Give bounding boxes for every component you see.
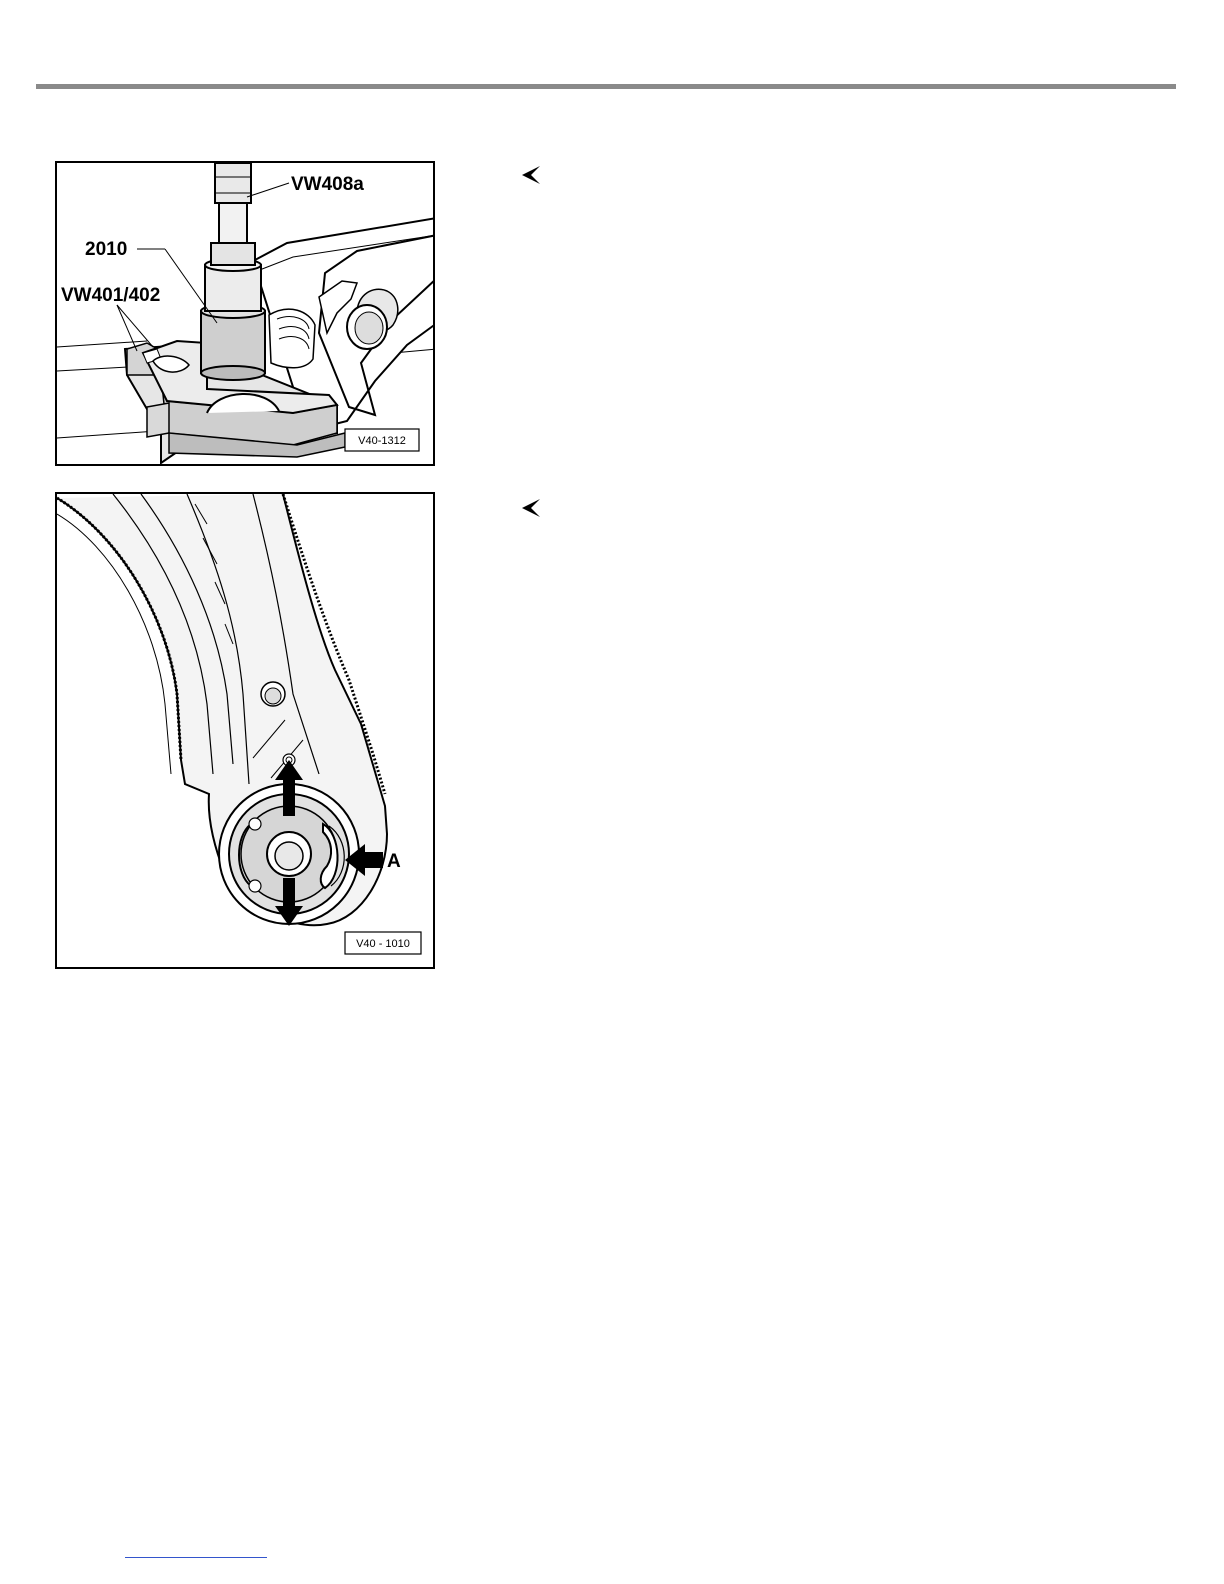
callout-a: A — [387, 851, 401, 872]
figure-bushing-alignment-drawing — [57, 494, 435, 969]
callout-vw408a: VW408a — [291, 174, 364, 195]
callout-vw401-402: VW401/402 — [61, 285, 161, 306]
left-pointer-icon — [520, 164, 542, 186]
figure-press-bushing — [55, 161, 435, 466]
figure-bushing-alignment — [55, 492, 435, 969]
figure-id: V40 - 1010 — [356, 938, 410, 950]
header-rule — [36, 84, 1176, 89]
left-pointer-icon — [520, 497, 542, 519]
figure-id: V40-1312 — [358, 435, 406, 447]
callout-2010: 2010 — [85, 239, 128, 260]
figure-press-bushing-drawing — [57, 163, 435, 466]
footer-link-underline[interactable] — [125, 1557, 267, 1558]
